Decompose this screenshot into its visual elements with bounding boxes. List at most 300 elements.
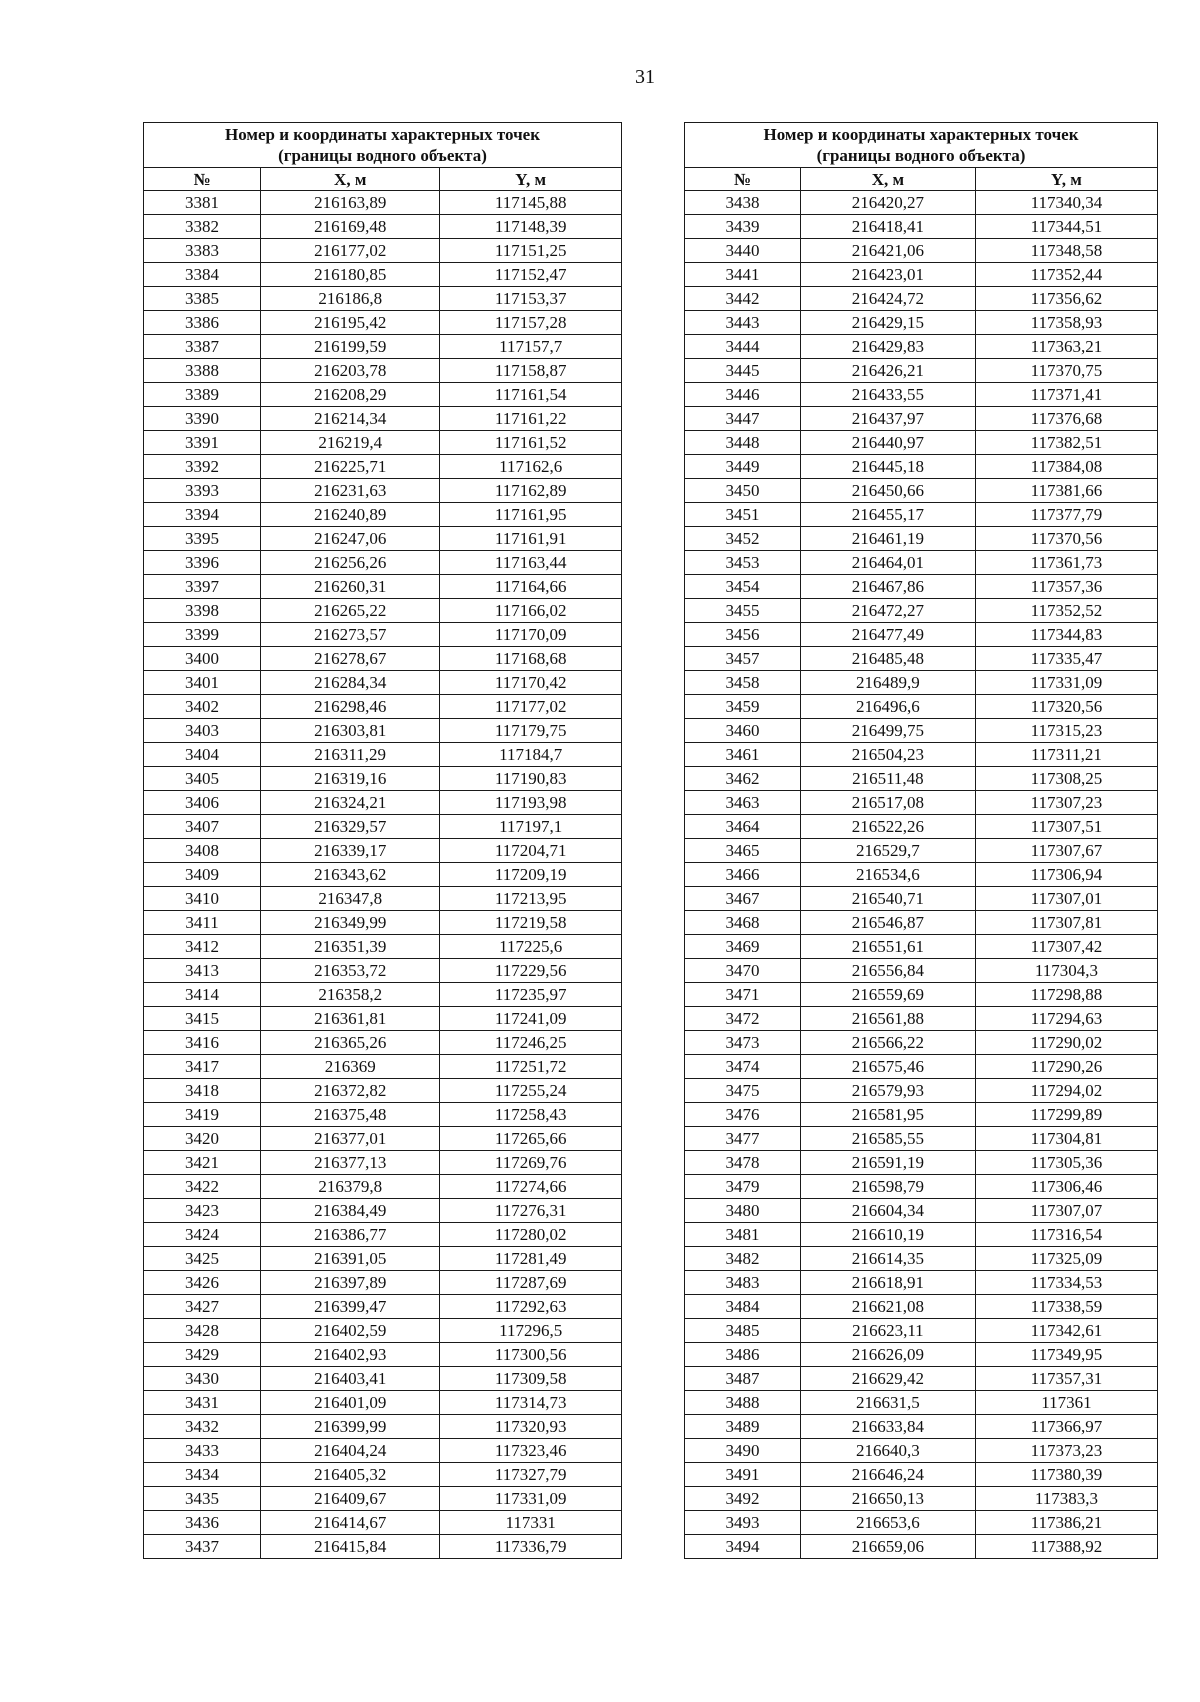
table-row — [685, 1079, 1158, 1103]
table-row — [144, 1223, 622, 1247]
point-number-cell: 3426 — [144, 1271, 261, 1295]
table-row — [144, 455, 622, 479]
point-number-cell: 3420 — [144, 1127, 261, 1151]
x-coordinate-cell: 216420,27 — [800, 191, 975, 215]
point-number-cell: 3459 — [685, 695, 801, 719]
table-row — [144, 1511, 622, 1535]
table-row — [144, 527, 622, 551]
table-row — [685, 431, 1158, 455]
column-header-y: Y, м — [440, 168, 622, 191]
x-coordinate-cell: 216629,42 — [800, 1367, 975, 1391]
point-number-cell: 3489 — [685, 1415, 801, 1439]
table-row — [685, 551, 1158, 575]
x-coordinate-cell: 216646,24 — [800, 1463, 975, 1487]
point-number-cell: 3444 — [685, 335, 801, 359]
y-coordinate-cell: 117164,66 — [440, 575, 622, 599]
x-coordinate-cell: 216429,83 — [800, 335, 975, 359]
x-coordinate-cell: 216247,06 — [261, 527, 440, 551]
x-coordinate-cell: 216559,69 — [800, 983, 975, 1007]
point-number-cell: 3467 — [685, 887, 801, 911]
point-number-cell: 3382 — [144, 215, 261, 239]
point-number-cell: 3406 — [144, 791, 261, 815]
x-coordinate-cell: 216256,26 — [261, 551, 440, 575]
coordinates-table-left — [143, 122, 622, 1559]
table-row — [144, 983, 622, 1007]
table-row — [685, 1247, 1158, 1271]
x-coordinate-cell: 216208,29 — [261, 383, 440, 407]
point-number-cell: 3464 — [685, 815, 801, 839]
point-number-cell: 3457 — [685, 647, 801, 671]
table-row — [144, 1031, 622, 1055]
table-row — [685, 1535, 1158, 1559]
y-coordinate-cell: 117381,66 — [975, 479, 1157, 503]
table-row — [144, 1055, 622, 1079]
y-coordinate-cell: 117308,25 — [975, 767, 1157, 791]
y-coordinate-cell: 117331 — [440, 1511, 622, 1535]
point-number-cell: 3441 — [685, 263, 801, 287]
point-number-cell: 3479 — [685, 1175, 801, 1199]
point-number-cell: 3386 — [144, 311, 261, 335]
table-row — [685, 311, 1158, 335]
y-coordinate-cell: 117305,36 — [975, 1151, 1157, 1175]
point-number-cell: 3395 — [144, 527, 261, 551]
x-coordinate-cell: 216421,06 — [800, 239, 975, 263]
y-coordinate-cell: 117219,58 — [440, 911, 622, 935]
x-coordinate-cell: 216214,34 — [261, 407, 440, 431]
table-row — [685, 815, 1158, 839]
point-number-cell: 3385 — [144, 287, 261, 311]
x-coordinate-cell: 216414,67 — [261, 1511, 440, 1535]
y-coordinate-cell: 117306,46 — [975, 1175, 1157, 1199]
table-row — [144, 599, 622, 623]
y-coordinate-cell: 117290,26 — [975, 1055, 1157, 1079]
y-coordinate-cell: 117307,07 — [975, 1199, 1157, 1223]
table-row — [685, 407, 1158, 431]
table-row — [685, 1367, 1158, 1391]
x-coordinate-cell: 216402,59 — [261, 1319, 440, 1343]
table-row — [685, 503, 1158, 527]
y-coordinate-cell: 117265,66 — [440, 1127, 622, 1151]
point-number-cell: 3417 — [144, 1055, 261, 1079]
point-number-cell: 3403 — [144, 719, 261, 743]
table-row — [685, 1295, 1158, 1319]
y-coordinate-cell: 117197,1 — [440, 815, 622, 839]
point-number-cell: 3439 — [685, 215, 801, 239]
x-coordinate-cell: 216231,63 — [261, 479, 440, 503]
table-row — [144, 215, 622, 239]
x-coordinate-cell: 216404,24 — [261, 1439, 440, 1463]
point-number-cell: 3383 — [144, 239, 261, 263]
point-number-cell: 3487 — [685, 1367, 801, 1391]
x-coordinate-cell: 216511,48 — [800, 767, 975, 791]
point-number-cell: 3445 — [685, 359, 801, 383]
x-coordinate-cell: 216598,79 — [800, 1175, 975, 1199]
table-row — [144, 1151, 622, 1175]
point-number-cell: 3433 — [144, 1439, 261, 1463]
point-number-cell: 3396 — [144, 551, 261, 575]
y-coordinate-cell: 117193,98 — [440, 791, 622, 815]
point-number-cell: 3391 — [144, 431, 261, 455]
x-coordinate-cell: 216415,84 — [261, 1535, 440, 1559]
point-number-cell: 3468 — [685, 911, 801, 935]
x-coordinate-cell: 216377,13 — [261, 1151, 440, 1175]
y-coordinate-cell: 117386,21 — [975, 1511, 1157, 1535]
x-coordinate-cell: 216284,34 — [261, 671, 440, 695]
y-coordinate-cell: 117161,54 — [440, 383, 622, 407]
table-row — [685, 1439, 1158, 1463]
table-row — [144, 1247, 622, 1271]
point-number-cell: 3482 — [685, 1247, 801, 1271]
y-coordinate-cell: 117161,22 — [440, 407, 622, 431]
table-row — [144, 287, 622, 311]
y-coordinate-cell: 117287,69 — [440, 1271, 622, 1295]
coordinates-table-right — [684, 122, 1158, 1559]
x-coordinate-cell: 216311,29 — [261, 743, 440, 767]
point-number-cell: 3413 — [144, 959, 261, 983]
point-number-cell: 3399 — [144, 623, 261, 647]
point-number-cell: 3424 — [144, 1223, 261, 1247]
x-coordinate-cell: 216551,61 — [800, 935, 975, 959]
x-coordinate-cell: 216372,82 — [261, 1079, 440, 1103]
point-number-cell: 3438 — [685, 191, 801, 215]
y-coordinate-cell: 117370,56 — [975, 527, 1157, 551]
x-coordinate-cell: 216303,81 — [261, 719, 440, 743]
x-coordinate-cell: 216467,86 — [800, 575, 975, 599]
y-coordinate-cell: 117170,42 — [440, 671, 622, 695]
table-row — [144, 1343, 622, 1367]
table-row — [144, 1007, 622, 1031]
y-coordinate-cell: 117184,7 — [440, 743, 622, 767]
page-number: 31 — [635, 66, 655, 88]
table-row — [685, 1007, 1158, 1031]
y-coordinate-cell: 117307,01 — [975, 887, 1157, 911]
table-row — [144, 671, 622, 695]
y-coordinate-cell: 117294,63 — [975, 1007, 1157, 1031]
point-number-cell: 3409 — [144, 863, 261, 887]
x-coordinate-cell: 216424,72 — [800, 287, 975, 311]
x-coordinate-cell: 216556,84 — [800, 959, 975, 983]
x-coordinate-cell: 216517,08 — [800, 791, 975, 815]
table-row — [144, 1439, 622, 1463]
x-coordinate-cell: 216429,15 — [800, 311, 975, 335]
table-row — [144, 191, 622, 215]
table-row — [685, 623, 1158, 647]
y-coordinate-cell: 117388,92 — [975, 1535, 1157, 1559]
y-coordinate-cell: 117209,19 — [440, 863, 622, 887]
x-coordinate-cell: 216464,01 — [800, 551, 975, 575]
table-row — [685, 191, 1158, 215]
table-title — [144, 123, 622, 168]
table-row — [685, 455, 1158, 479]
table-row — [144, 311, 622, 335]
point-number-cell: 3458 — [685, 671, 801, 695]
x-coordinate-cell: 216499,75 — [800, 719, 975, 743]
x-coordinate-cell: 216319,16 — [261, 767, 440, 791]
y-coordinate-cell: 117161,91 — [440, 527, 622, 551]
y-coordinate-cell: 117311,21 — [975, 743, 1157, 767]
y-coordinate-cell: 117342,61 — [975, 1319, 1157, 1343]
x-coordinate-cell: 216633,84 — [800, 1415, 975, 1439]
point-number-cell: 3486 — [685, 1343, 801, 1367]
point-number-cell: 3411 — [144, 911, 261, 935]
table-row — [685, 239, 1158, 263]
y-coordinate-cell: 117361 — [975, 1391, 1157, 1415]
point-number-cell: 3480 — [685, 1199, 801, 1223]
point-number-cell: 3466 — [685, 863, 801, 887]
point-number-cell: 3493 — [685, 1511, 801, 1535]
x-coordinate-cell: 216203,78 — [261, 359, 440, 383]
table-title-line-1: Номер и координаты характерных точек — [763, 125, 1079, 144]
y-coordinate-cell: 117306,94 — [975, 863, 1157, 887]
y-coordinate-cell: 117383,3 — [975, 1487, 1157, 1511]
y-coordinate-cell: 117162,89 — [440, 479, 622, 503]
y-coordinate-cell: 117157,28 — [440, 311, 622, 335]
x-coordinate-cell: 216177,02 — [261, 239, 440, 263]
y-coordinate-cell: 117331,09 — [975, 671, 1157, 695]
point-number-cell: 3381 — [144, 191, 261, 215]
table-row — [144, 383, 622, 407]
x-coordinate-cell: 216450,66 — [800, 479, 975, 503]
table-row — [685, 1415, 1158, 1439]
point-number-cell: 3450 — [685, 479, 801, 503]
x-coordinate-cell: 216339,17 — [261, 839, 440, 863]
table-row — [685, 383, 1158, 407]
point-number-cell: 3389 — [144, 383, 261, 407]
point-number-cell: 3414 — [144, 983, 261, 1007]
x-coordinate-cell: 216437,97 — [800, 407, 975, 431]
x-coordinate-cell: 216546,87 — [800, 911, 975, 935]
x-coordinate-cell: 216351,39 — [261, 935, 440, 959]
point-number-cell: 3454 — [685, 575, 801, 599]
table-row — [685, 959, 1158, 983]
y-coordinate-cell: 117298,88 — [975, 983, 1157, 1007]
y-coordinate-cell: 117166,02 — [440, 599, 622, 623]
point-number-cell: 3483 — [685, 1271, 801, 1295]
table-row — [685, 1271, 1158, 1295]
point-number-cell: 3408 — [144, 839, 261, 863]
x-coordinate-cell: 216163,89 — [261, 191, 440, 215]
y-coordinate-cell: 117307,67 — [975, 839, 1157, 863]
point-number-cell: 3415 — [144, 1007, 261, 1031]
x-coordinate-cell: 216579,93 — [800, 1079, 975, 1103]
x-coordinate-cell: 216650,13 — [800, 1487, 975, 1511]
table-row — [144, 911, 622, 935]
y-coordinate-cell: 117258,43 — [440, 1103, 622, 1127]
table-title-line-2: (границы водного объекта) — [278, 146, 487, 165]
point-number-cell: 3436 — [144, 1511, 261, 1535]
table-row — [144, 1367, 622, 1391]
y-coordinate-cell: 117161,52 — [440, 431, 622, 455]
table-row — [685, 1103, 1158, 1127]
point-number-cell: 3416 — [144, 1031, 261, 1055]
table-row — [144, 431, 622, 455]
point-number-cell: 3388 — [144, 359, 261, 383]
y-coordinate-cell: 117255,24 — [440, 1079, 622, 1103]
table-row — [144, 335, 622, 359]
x-coordinate-cell: 216591,19 — [800, 1151, 975, 1175]
y-coordinate-cell: 117307,42 — [975, 935, 1157, 959]
x-coordinate-cell: 216195,42 — [261, 311, 440, 335]
y-coordinate-cell: 117323,46 — [440, 1439, 622, 1463]
x-coordinate-cell: 216653,6 — [800, 1511, 975, 1535]
point-number-cell: 3455 — [685, 599, 801, 623]
y-coordinate-cell: 117251,72 — [440, 1055, 622, 1079]
x-coordinate-cell: 216399,99 — [261, 1415, 440, 1439]
table-row — [144, 815, 622, 839]
y-coordinate-cell: 117325,09 — [975, 1247, 1157, 1271]
table-row — [685, 1223, 1158, 1247]
y-coordinate-cell: 117357,31 — [975, 1367, 1157, 1391]
point-number-cell: 3427 — [144, 1295, 261, 1319]
point-number-cell: 3456 — [685, 623, 801, 647]
x-coordinate-cell: 216278,67 — [261, 647, 440, 671]
x-coordinate-cell: 216610,19 — [800, 1223, 975, 1247]
x-coordinate-cell: 216365,26 — [261, 1031, 440, 1055]
x-coordinate-cell: 216375,48 — [261, 1103, 440, 1127]
y-coordinate-cell: 117162,6 — [440, 455, 622, 479]
y-coordinate-cell: 117300,56 — [440, 1343, 622, 1367]
point-number-cell: 3418 — [144, 1079, 261, 1103]
point-number-cell: 3452 — [685, 527, 801, 551]
x-coordinate-cell: 216522,26 — [800, 815, 975, 839]
x-coordinate-cell: 216640,3 — [800, 1439, 975, 1463]
y-coordinate-cell: 117380,39 — [975, 1463, 1157, 1487]
x-coordinate-cell: 216298,46 — [261, 695, 440, 719]
table-row — [685, 935, 1158, 959]
table-row — [144, 1295, 622, 1319]
y-coordinate-cell: 117152,47 — [440, 263, 622, 287]
x-coordinate-cell: 216540,71 — [800, 887, 975, 911]
point-number-cell: 3422 — [144, 1175, 261, 1199]
table-row — [685, 359, 1158, 383]
table-row — [144, 1103, 622, 1127]
y-coordinate-cell: 117304,81 — [975, 1127, 1157, 1151]
table-row — [685, 287, 1158, 311]
table-row — [144, 1271, 622, 1295]
x-coordinate-cell: 216418,41 — [800, 215, 975, 239]
point-number-cell: 3481 — [685, 1223, 801, 1247]
y-coordinate-cell: 117348,58 — [975, 239, 1157, 263]
table-row — [685, 1127, 1158, 1151]
point-number-cell: 3491 — [685, 1463, 801, 1487]
column-header-x: X, м — [261, 168, 440, 191]
point-number-cell: 3490 — [685, 1439, 801, 1463]
point-number-cell: 3404 — [144, 743, 261, 767]
x-coordinate-cell: 216186,8 — [261, 287, 440, 311]
y-coordinate-cell: 117344,51 — [975, 215, 1157, 239]
y-coordinate-cell: 117241,09 — [440, 1007, 622, 1031]
point-number-cell: 3446 — [685, 383, 801, 407]
x-coordinate-cell: 216461,19 — [800, 527, 975, 551]
point-number-cell: 3435 — [144, 1487, 261, 1511]
y-coordinate-cell: 117316,54 — [975, 1223, 1157, 1247]
y-coordinate-cell: 117281,49 — [440, 1247, 622, 1271]
x-coordinate-cell: 216445,18 — [800, 455, 975, 479]
point-number-cell: 3451 — [685, 503, 801, 527]
table-row — [144, 623, 622, 647]
y-coordinate-cell: 117177,02 — [440, 695, 622, 719]
y-coordinate-cell: 117225,6 — [440, 935, 622, 959]
point-number-cell: 3469 — [685, 935, 801, 959]
y-coordinate-cell: 117229,56 — [440, 959, 622, 983]
table-row — [144, 551, 622, 575]
table-row — [685, 1319, 1158, 1343]
table-row — [144, 695, 622, 719]
y-coordinate-cell: 117344,83 — [975, 623, 1157, 647]
table-row — [685, 599, 1158, 623]
y-coordinate-cell: 117163,44 — [440, 551, 622, 575]
x-coordinate-cell: 216631,5 — [800, 1391, 975, 1415]
column-header-number: № — [685, 168, 801, 191]
table-row — [685, 671, 1158, 695]
y-coordinate-cell: 117338,59 — [975, 1295, 1157, 1319]
table-row — [144, 1199, 622, 1223]
x-coordinate-cell: 216566,22 — [800, 1031, 975, 1055]
point-number-cell: 3494 — [685, 1535, 801, 1559]
x-coordinate-cell: 216534,6 — [800, 863, 975, 887]
y-coordinate-cell: 117336,79 — [440, 1535, 622, 1559]
y-coordinate-cell: 117382,51 — [975, 431, 1157, 455]
table-row — [685, 1391, 1158, 1415]
y-coordinate-cell: 117157,7 — [440, 335, 622, 359]
point-number-cell: 3476 — [685, 1103, 801, 1127]
table-row — [685, 527, 1158, 551]
y-coordinate-cell: 117161,95 — [440, 503, 622, 527]
y-coordinate-cell: 117246,25 — [440, 1031, 622, 1055]
y-coordinate-cell: 117335,47 — [975, 647, 1157, 671]
y-coordinate-cell: 117170,09 — [440, 623, 622, 647]
table-row — [685, 1055, 1158, 1079]
point-number-cell: 3472 — [685, 1007, 801, 1031]
x-coordinate-cell: 216401,09 — [261, 1391, 440, 1415]
table-row — [685, 1343, 1158, 1367]
point-number-cell: 3477 — [685, 1127, 801, 1151]
table-row — [144, 239, 622, 263]
table-row — [144, 1175, 622, 1199]
y-coordinate-cell: 117309,58 — [440, 1367, 622, 1391]
table-row — [685, 767, 1158, 791]
x-coordinate-cell: 216347,8 — [261, 887, 440, 911]
point-number-cell: 3410 — [144, 887, 261, 911]
table-row — [685, 719, 1158, 743]
table-row — [685, 863, 1158, 887]
table-row — [685, 1199, 1158, 1223]
table-row — [144, 959, 622, 983]
y-coordinate-cell: 117307,81 — [975, 911, 1157, 935]
x-coordinate-cell: 216361,81 — [261, 1007, 440, 1031]
column-header-number: № — [144, 168, 261, 191]
x-coordinate-cell: 216386,77 — [261, 1223, 440, 1247]
x-coordinate-cell: 216358,2 — [261, 983, 440, 1007]
table-body — [144, 191, 622, 1559]
y-coordinate-cell: 117327,79 — [440, 1463, 622, 1487]
x-coordinate-cell: 216621,08 — [800, 1295, 975, 1319]
x-coordinate-cell: 216353,72 — [261, 959, 440, 983]
y-coordinate-cell: 117145,88 — [440, 191, 622, 215]
y-coordinate-cell: 117320,93 — [440, 1415, 622, 1439]
x-coordinate-cell: 216397,89 — [261, 1271, 440, 1295]
table-row — [685, 647, 1158, 671]
table-row — [144, 263, 622, 287]
y-coordinate-cell: 117358,93 — [975, 311, 1157, 335]
y-coordinate-cell: 117294,02 — [975, 1079, 1157, 1103]
y-coordinate-cell: 117357,36 — [975, 575, 1157, 599]
y-coordinate-cell: 117340,34 — [975, 191, 1157, 215]
point-number-cell: 3432 — [144, 1415, 261, 1439]
table-row — [685, 263, 1158, 287]
x-coordinate-cell: 216403,41 — [261, 1367, 440, 1391]
table-row — [144, 1079, 622, 1103]
